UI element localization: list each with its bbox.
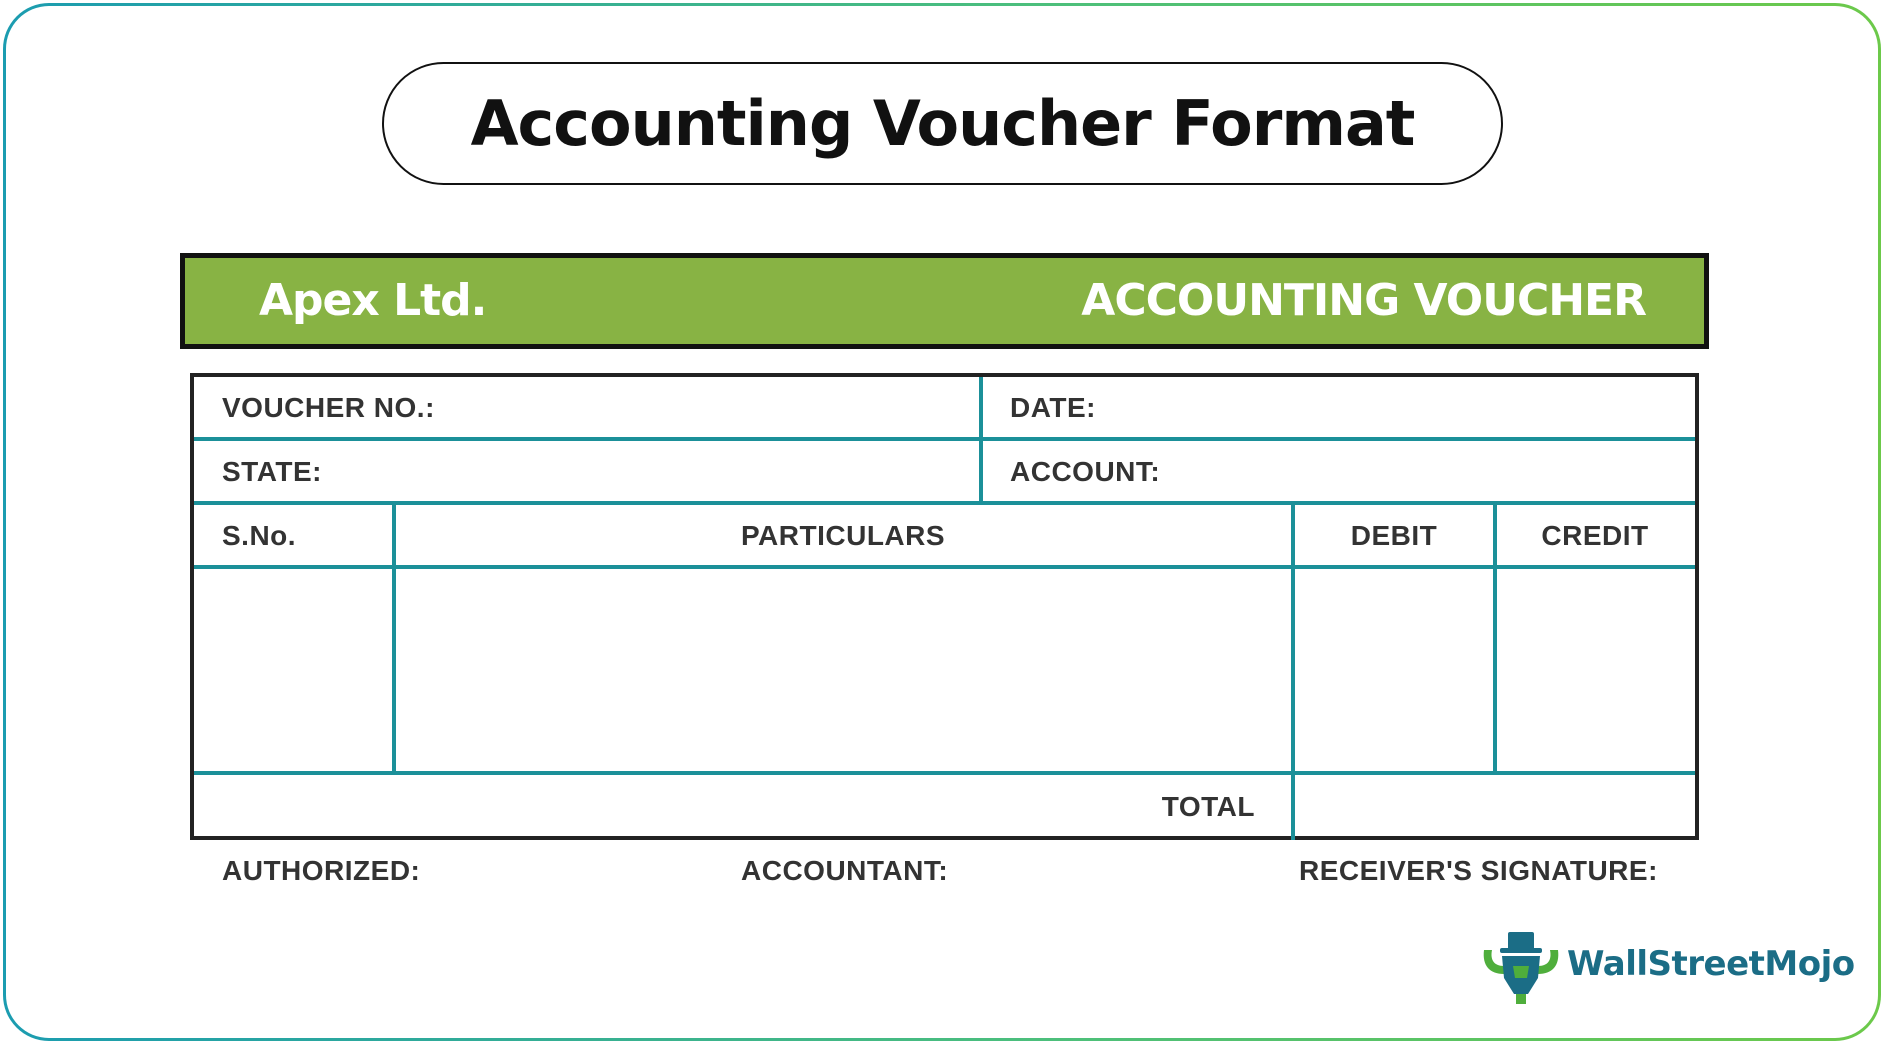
voucher-no-label: VOUCHER NO.:	[222, 392, 435, 423]
date-label: DATE:	[1010, 392, 1096, 423]
voucher-banner	[180, 253, 1709, 349]
column-header-debit: DEBIT	[1350, 520, 1438, 551]
voucher-table	[190, 373, 1699, 840]
row-divider	[194, 501, 1695, 505]
receiver-signature-label: RECEIVER'S SIGNATURE:	[1299, 855, 1658, 886]
brand-logo	[1480, 930, 1855, 1005]
title-pill	[382, 62, 1503, 185]
account-label: ACCOUNT:	[1010, 456, 1161, 487]
state-label: STATE:	[222, 456, 322, 487]
authorized-label: AUTHORIZED:	[222, 855, 421, 886]
column-divider	[1493, 501, 1497, 773]
column-divider	[979, 377, 983, 501]
company-name: Apex Ltd.	[259, 275, 487, 326]
column-header-credit: CREDIT	[1541, 520, 1649, 551]
row-divider	[194, 771, 1695, 775]
total-label: TOTAL	[1161, 791, 1255, 822]
page-title: Accounting Voucher Format	[470, 87, 1415, 160]
voucher-heading: ACCOUNTING VOUCHER	[1081, 275, 1646, 326]
row-divider	[194, 437, 1695, 441]
column-divider	[392, 501, 396, 773]
column-header-particulars: PARTICULARS	[740, 520, 946, 551]
column-header-sno: S.No.	[222, 520, 297, 551]
row-divider	[194, 565, 1695, 569]
bull-with-top-hat-icon	[1480, 930, 1562, 1005]
brand-name: WallStreetMojo	[1567, 944, 1855, 984]
accountant-label: ACCOUNTANT:	[741, 855, 949, 886]
column-divider	[1291, 501, 1295, 840]
